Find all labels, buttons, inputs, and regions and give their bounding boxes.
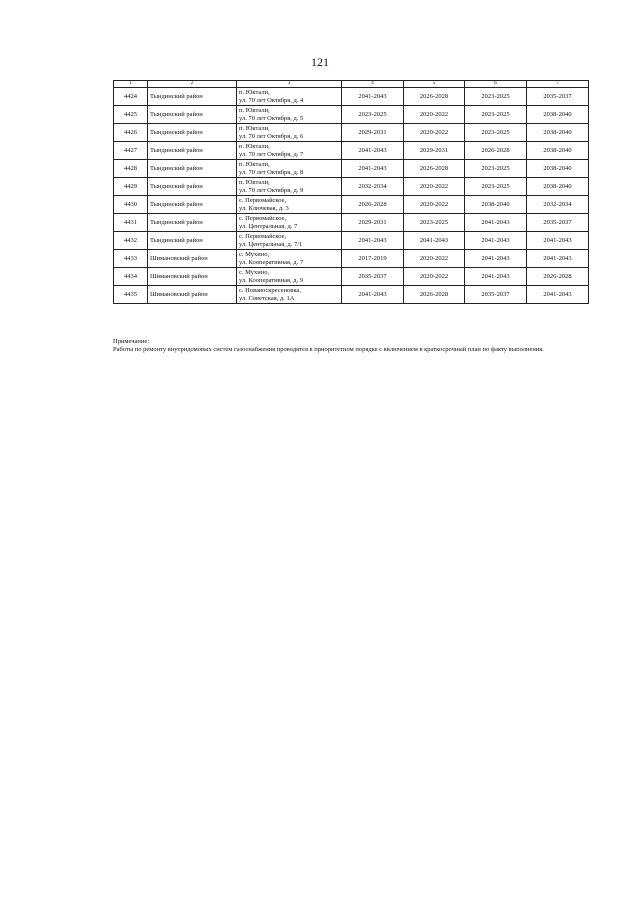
column-number-row bbox=[114, 81, 589, 88]
address-settlement: п. Юктали, bbox=[239, 143, 270, 150]
address-settlement: п. Юктали, bbox=[239, 107, 270, 114]
period-cell-7: 2041-2043 bbox=[527, 250, 589, 268]
address-settlement: с. Мухино, bbox=[239, 269, 270, 276]
address-cell bbox=[237, 286, 342, 304]
period-cell-7: 2041-2043 bbox=[527, 286, 589, 304]
address-settlement: с. Первомайское, bbox=[239, 215, 287, 222]
registry-table bbox=[113, 80, 589, 304]
address-cell bbox=[237, 232, 342, 250]
address-cell bbox=[237, 250, 342, 268]
address-settlement: с. Новавоскресеновка, bbox=[239, 287, 301, 294]
table-body bbox=[114, 88, 589, 304]
table-row bbox=[114, 106, 589, 124]
district-cell: Тындинский район bbox=[148, 178, 237, 196]
column-number: 3 bbox=[237, 81, 342, 88]
period-cell-4: 2041-2043 bbox=[342, 142, 404, 160]
period-cell-5: 2026-2028 bbox=[404, 160, 465, 178]
district-cell: Тындинский район bbox=[148, 106, 237, 124]
row-number: 4430 bbox=[114, 196, 148, 214]
table-row bbox=[114, 178, 589, 196]
table-row bbox=[114, 250, 589, 268]
note-heading: Примечание: bbox=[113, 338, 150, 345]
address-street: ул. 70 лет Октября, д. 5 bbox=[239, 114, 304, 122]
period-cell-5: 2041-2043 bbox=[404, 232, 465, 250]
column-number: 2 bbox=[148, 81, 237, 88]
column-number: 4 bbox=[342, 81, 404, 88]
address-street: ул. 70 лет Октября, д. 6 bbox=[239, 132, 304, 140]
address-settlement: п. Юктали, bbox=[239, 179, 270, 186]
row-number: 4426 bbox=[114, 124, 148, 142]
period-cell-5: 2023-2025 bbox=[404, 214, 465, 232]
row-number: 4431 bbox=[114, 214, 148, 232]
column-number: 1 bbox=[114, 81, 148, 88]
period-cell-7: 2035-2037 bbox=[527, 214, 589, 232]
table-row bbox=[114, 88, 589, 106]
address-street: ул. Кооперативная, д. 9 bbox=[239, 276, 304, 284]
period-cell-7: 2032-2034 bbox=[527, 196, 589, 214]
period-cell-4: 2029-2031 bbox=[342, 124, 404, 142]
row-number: 4435 bbox=[114, 286, 148, 304]
address-cell bbox=[237, 106, 342, 124]
period-cell-7: 2038-2040 bbox=[527, 160, 589, 178]
note-text: Работы по ремонту внутридомовых систем газоснабжения проводятся в приоритетном порядке с включением в краткосрочный план по факту выполнения. bbox=[113, 346, 544, 353]
address-settlement: с. Первомайское, bbox=[239, 233, 287, 240]
period-cell-5: 2026-2028 bbox=[404, 286, 465, 304]
address-cell bbox=[237, 214, 342, 232]
address-settlement: п. Юктали, bbox=[239, 89, 270, 96]
period-cell-6: 2038-2040 bbox=[465, 196, 527, 214]
period-cell-4: 2035-2037 bbox=[342, 268, 404, 286]
period-cell-4: 2041-2043 bbox=[342, 160, 404, 178]
period-cell-7: 2038-2040 bbox=[527, 142, 589, 160]
address-street: ул. 70 лет Октября, д. 9 bbox=[239, 186, 304, 194]
row-number: 4433 bbox=[114, 250, 148, 268]
row-number: 4427 bbox=[114, 142, 148, 160]
period-cell-6: 2041-2043 bbox=[465, 214, 527, 232]
period-cell-6: 2041-2043 bbox=[465, 250, 527, 268]
row-number: 4432 bbox=[114, 232, 148, 250]
address-cell bbox=[237, 160, 342, 178]
table-row bbox=[114, 286, 589, 304]
address-street: ул. Ключевая, д. 3 bbox=[239, 204, 289, 212]
district-cell: Шимановский район bbox=[148, 250, 237, 268]
address-settlement: с. Первомайское, bbox=[239, 197, 287, 204]
address-settlement: с. Мухино, bbox=[239, 251, 270, 258]
table-row bbox=[114, 160, 589, 178]
address-cell bbox=[237, 178, 342, 196]
district-cell: Тындинский район bbox=[148, 232, 237, 250]
district-cell: Тындинский район bbox=[148, 142, 237, 160]
period-cell-5: 2020-2022 bbox=[404, 178, 465, 196]
column-number: 7 bbox=[527, 81, 589, 88]
period-cell-6: 2023-2025 bbox=[465, 178, 527, 196]
period-cell-5: 2020-2022 bbox=[404, 196, 465, 214]
period-cell-6: 2026-2028 bbox=[465, 142, 527, 160]
period-cell-5: 2029-2031 bbox=[404, 142, 465, 160]
period-cell-6: 2023-2025 bbox=[465, 106, 527, 124]
period-cell-7: 2038-2040 bbox=[527, 178, 589, 196]
address-street: ул. 70 лет Октября, д. 7 bbox=[239, 150, 304, 158]
period-cell-4: 2026-2028 bbox=[342, 196, 404, 214]
address-settlement: п. Юктали, bbox=[239, 125, 270, 132]
period-cell-6: 2023-2025 bbox=[465, 160, 527, 178]
table-row bbox=[114, 232, 589, 250]
address-cell bbox=[237, 88, 342, 106]
table-row bbox=[114, 196, 589, 214]
table-row bbox=[114, 268, 589, 286]
period-cell-7: 2035-2037 bbox=[527, 88, 589, 106]
period-cell-7: 2038-2040 bbox=[527, 124, 589, 142]
row-number: 4428 bbox=[114, 160, 148, 178]
address-cell bbox=[237, 142, 342, 160]
address-street: ул. 70 лет Октября, д. 4 bbox=[239, 96, 304, 104]
period-cell-7: 2041-2043 bbox=[527, 232, 589, 250]
column-number: 5 bbox=[404, 81, 465, 88]
period-cell-5: 2026-2028 bbox=[404, 88, 465, 106]
period-cell-7: 2026-2028 bbox=[527, 268, 589, 286]
address-street: ул. Центральная, д. 7/1 bbox=[239, 240, 303, 248]
period-cell-4: 2023-2025 bbox=[342, 106, 404, 124]
district-cell: Шимановский район bbox=[148, 268, 237, 286]
period-cell-4: 2041-2043 bbox=[342, 88, 404, 106]
row-number: 4429 bbox=[114, 178, 148, 196]
address-cell bbox=[237, 268, 342, 286]
address-settlement: п. Юктали, bbox=[239, 161, 270, 168]
period-cell-6: 2023-2025 bbox=[465, 88, 527, 106]
period-cell-7: 2038-2040 bbox=[527, 106, 589, 124]
district-cell: Тындинский район bbox=[148, 214, 237, 232]
district-cell: Тындинский район bbox=[148, 88, 237, 106]
period-cell-4: 2017-2019 bbox=[342, 250, 404, 268]
period-cell-6: 2041-2043 bbox=[465, 232, 527, 250]
table-row bbox=[114, 124, 589, 142]
period-cell-4: 2041-2043 bbox=[342, 286, 404, 304]
period-cell-5: 2020-2022 bbox=[404, 124, 465, 142]
address-street: ул. Кооперативная, д. 7 bbox=[239, 258, 304, 266]
row-number: 4424 bbox=[114, 88, 148, 106]
address-street: ул. 70 лет Октября, д. 8 bbox=[239, 168, 304, 176]
row-number: 4434 bbox=[114, 268, 148, 286]
district-cell: Тындинский район bbox=[148, 160, 237, 178]
period-cell-5: 2020-2022 bbox=[404, 106, 465, 124]
table-row bbox=[114, 214, 589, 232]
period-cell-4: 2032-2034 bbox=[342, 178, 404, 196]
table-row bbox=[114, 142, 589, 160]
district-cell: Тындинский район bbox=[148, 124, 237, 142]
note bbox=[113, 338, 588, 354]
page-number: 121 bbox=[311, 55, 329, 69]
period-cell-5: 2020-2022 bbox=[404, 250, 465, 268]
address-cell bbox=[237, 124, 342, 142]
district-cell: Тындинский район bbox=[148, 196, 237, 214]
period-cell-6: 2041-2043 bbox=[465, 268, 527, 286]
address-street: ул. Советская, д. 1А bbox=[239, 294, 295, 302]
period-cell-4: 2041-2043 bbox=[342, 232, 404, 250]
column-number: 6 bbox=[465, 81, 527, 88]
period-cell-6: 2023-2025 bbox=[465, 124, 527, 142]
row-number: 4425 bbox=[114, 106, 148, 124]
address-street: ул. Центральная, д. 7 bbox=[239, 222, 298, 230]
period-cell-4: 2029-2031 bbox=[342, 214, 404, 232]
period-cell-6: 2035-2037 bbox=[465, 286, 527, 304]
district-cell: Шимановский район bbox=[148, 286, 237, 304]
address-cell bbox=[237, 196, 342, 214]
period-cell-5: 2020-2022 bbox=[404, 268, 465, 286]
